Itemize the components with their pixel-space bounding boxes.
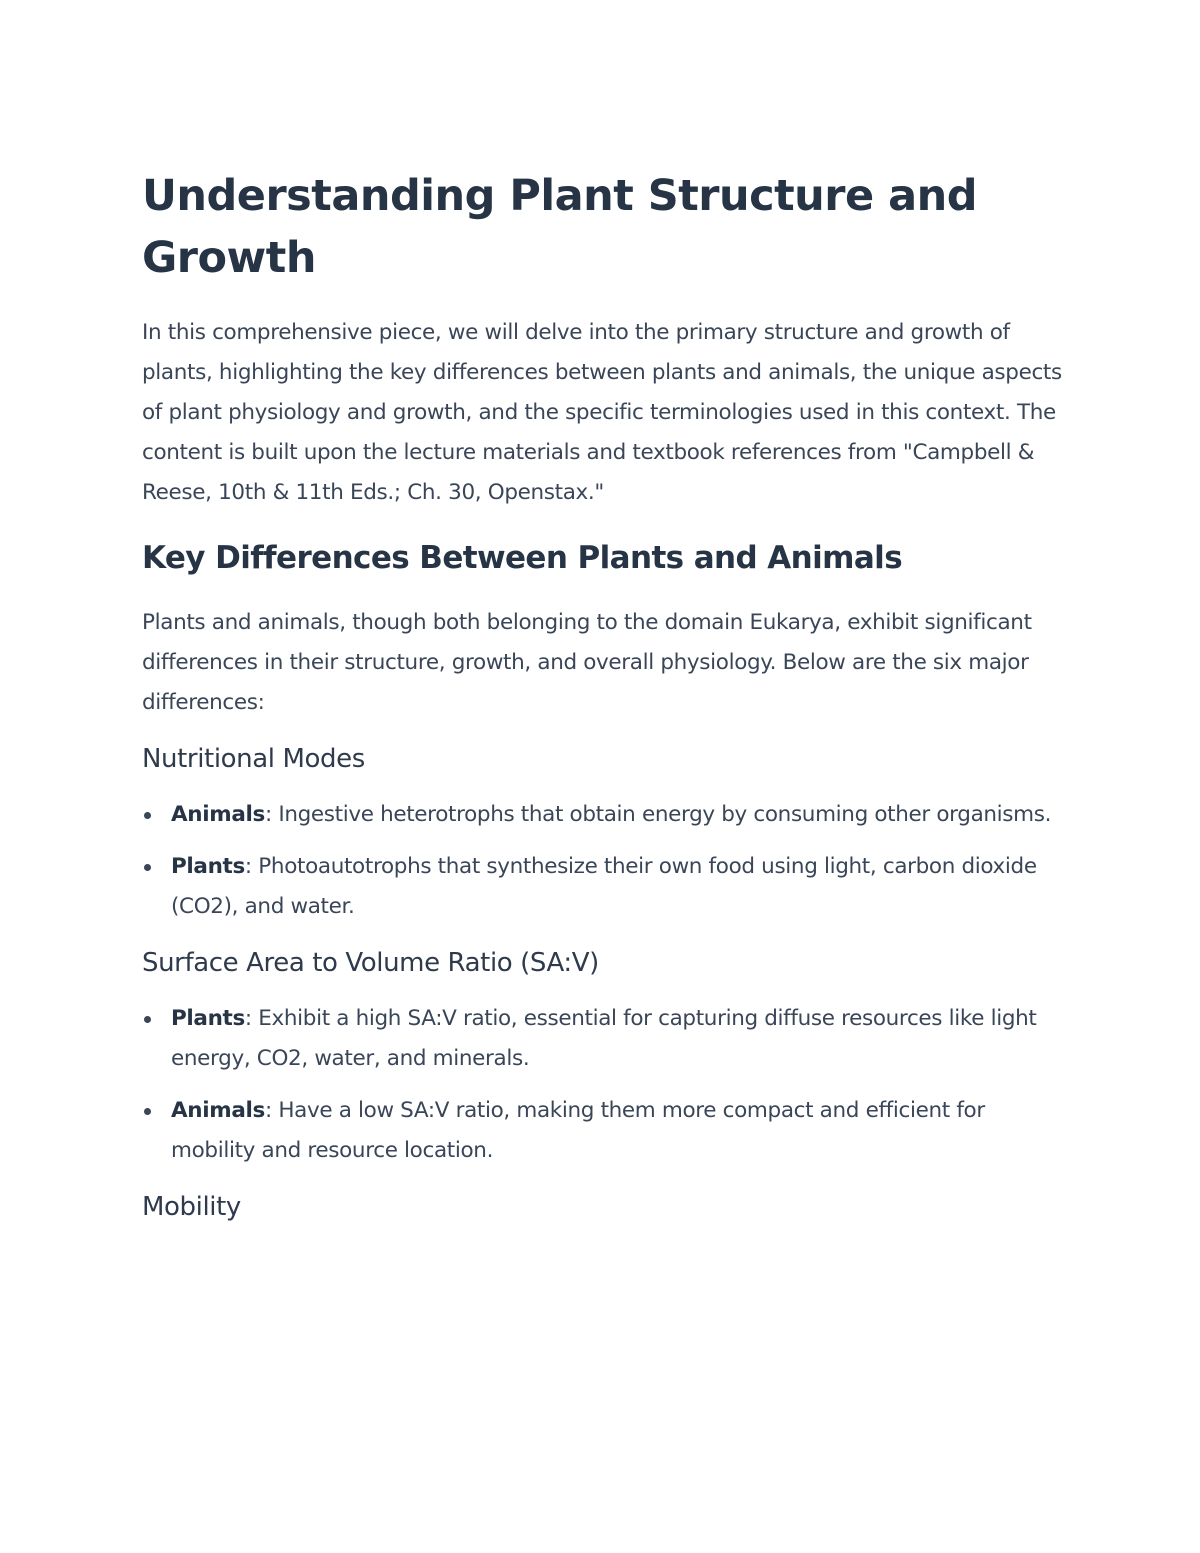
list-item-text: : Photoautotrophs that synthesize their own food using light, carbon dioxide (CO2), and water. — [171, 854, 1037, 919]
list-item-term: Animals — [171, 1098, 265, 1123]
bullet-icon — [144, 812, 151, 819]
list-item — [142, 795, 1072, 835]
bullet-icon — [144, 1016, 151, 1023]
sa-v-ratio-list — [142, 999, 1072, 1171]
list-item-text: : Have a low SA:V ratio, making them more compact and efficient for mobility and resource location. — [171, 1098, 985, 1163]
subsection-heading-nutritional-modes: Nutritional Modes — [142, 744, 365, 774]
document-title: Understanding Plant Structure and Growth — [142, 171, 977, 283]
list-item-text: : Ingestive heterotrophs that obtain energy by consuming other organisms. — [264, 802, 1052, 827]
nutritional-modes-list — [142, 795, 1072, 927]
list-item — [142, 999, 1072, 1079]
list-item-term: Animals — [171, 802, 265, 827]
list-item-term: Plants — [171, 1006, 245, 1031]
list-item-text: : Exhibit a high SA:V ratio, essential for capturing diffuse resources like light energy, CO2, water, and minerals. — [171, 1006, 1037, 1071]
subsection-heading-mobility: Mobility — [142, 1192, 241, 1222]
list-item — [142, 1091, 1072, 1171]
intro-paragraph: In this comprehensive piece, we will delve into the primary structure and growth of plants, highlighting the key differences between plants and animals, the unique aspects of plant physiology and growth, and the specific terminologies used in this context. The content is built upon the lecture materials and textbook references from "Campbell & Reese, 10th & 11th Eds.; Ch. 30, Openstax." — [142, 320, 1062, 505]
bullet-icon — [144, 864, 151, 871]
subsection-heading-sa-v-ratio: Surface Area to Volume Ratio (SA:V) — [142, 948, 599, 978]
section-heading: Key Differences Between Plants and Animals — [142, 540, 903, 576]
bullet-icon — [144, 1108, 151, 1115]
list-item-term: Plants — [171, 854, 245, 879]
section-intro-paragraph: Plants and animals, though both belonging to the domain Eukarya, exhibit significant differences in their structure, growth, and overall physiology. Below are the six major differences: — [142, 610, 1032, 715]
document-page — [142, 165, 1072, 1227]
list-item — [142, 847, 1072, 927]
